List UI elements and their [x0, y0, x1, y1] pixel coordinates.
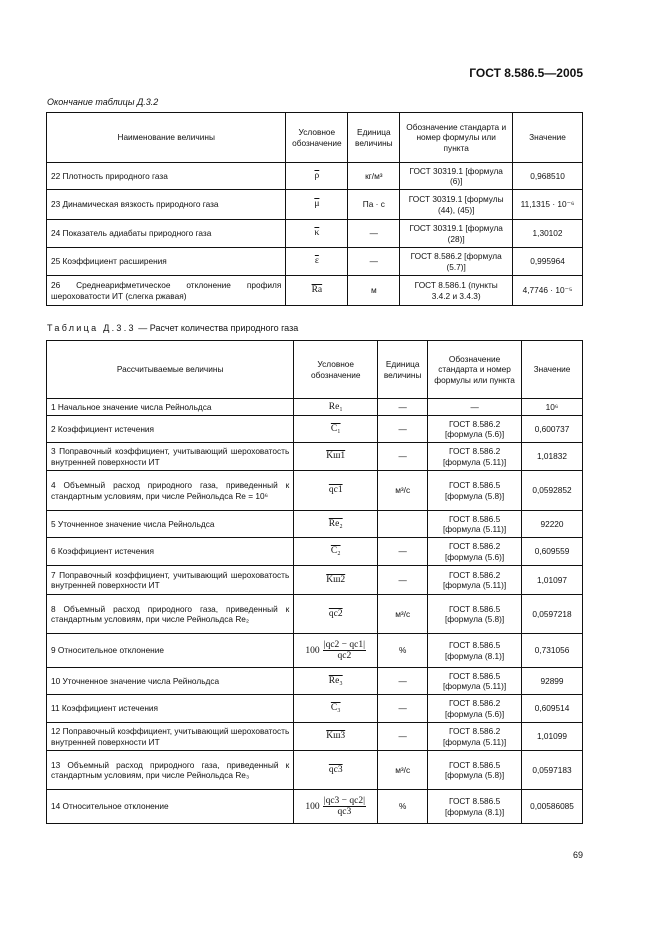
row-value: 0,00586085 [522, 790, 583, 824]
table2-header-row [47, 341, 583, 399]
table-row [47, 163, 583, 190]
formula-fraction [323, 640, 366, 662]
row-symbol [294, 668, 378, 695]
row-symbol-text: Kш1 [326, 451, 346, 462]
row-ref: ГОСТ 8.586.5 [формула (5.8)] [428, 471, 522, 511]
row-symbol-text: $\overline{\varepsilon}$ [314, 256, 319, 267]
row-symbol-text: $\overline{\mu}$ [314, 199, 320, 210]
row-ref: ГОСТ 8.586.5 [формула (5.11)] [428, 668, 522, 695]
table-row [47, 595, 583, 634]
row-name: 14 Относительное отклонение [47, 790, 294, 824]
formula-numerator: |qс2 − qс1| [323, 639, 366, 650]
row-symbol [286, 220, 348, 248]
row-unit: — [378, 416, 428, 443]
row-name: 8 Объемный расход природного газа, приведенный к стандартным условиям, при числе Рейнольдса Re₂ [47, 595, 294, 634]
row-ref: ГОСТ 8.586.5 [формула (5.11)] [428, 511, 522, 538]
t1-col-ref: Обозначение стандарта и номер формулы или пункта [400, 113, 513, 163]
row-ref: ГОСТ 8.586.5 [формула (5.8)] [428, 751, 522, 790]
row-name: 7 Поправочный коэффициент, учитывающий шероховатость внутренней поверхности ИТ [47, 566, 294, 595]
row-symbol-text: qс2 [328, 608, 343, 619]
table-row [47, 668, 583, 695]
document-header: ГОСТ 8.586.5—2005 [469, 66, 583, 80]
t1-col-unit: Единица величины [348, 113, 400, 163]
row-symbol [294, 443, 378, 471]
table-row [47, 471, 583, 511]
row-value: 0,600737 [522, 416, 583, 443]
row-symbol-text: Re₃ [328, 675, 343, 686]
row-ref: ГОСТ 30319.1 [формулы (44), (45)] [400, 190, 513, 220]
t1-col-value: Значение [513, 113, 583, 163]
row-value: 0,731056 [522, 634, 583, 668]
row-unit: м³/с [378, 595, 428, 634]
row-value: 1,30102 [513, 220, 583, 248]
row-name: 2 Коэффициент истечения [47, 416, 294, 443]
row-value: 92220 [522, 511, 583, 538]
row-symbol-formula [294, 790, 378, 824]
row-value: 0,609514 [522, 695, 583, 723]
row-unit: м [348, 276, 400, 306]
row-unit: — [378, 443, 428, 471]
row-symbol [294, 751, 378, 790]
row-value: 0,0592852 [522, 471, 583, 511]
row-value: 0,995964 [513, 248, 583, 276]
table-row [47, 751, 583, 790]
t2-col-ref: Обозначение стандарта и номер формулы или пункта [428, 341, 522, 399]
row-value: 1,01097 [522, 566, 583, 595]
row-symbol [294, 511, 378, 538]
table-d33 [46, 340, 583, 824]
row-symbol-text: Kш3 [326, 731, 346, 742]
row-name: 26 Среднеарифметическое отклонение профиля шероховатости ИТ (слегка ржавая) [47, 276, 286, 306]
formula-denominator: qс2 [337, 651, 352, 661]
row-ref: ГОСТ 8.586.2 [формула (5.6)] [428, 416, 522, 443]
row-name: 1 Начальное значение числа Рейнольдса [47, 399, 294, 416]
row-symbol [286, 163, 348, 190]
table2-caption-rest: — Расчет количества природного газа [135, 323, 299, 333]
t2-col-symbol: Условное обозначение [294, 341, 378, 399]
row-value: 11,1315 · 10⁻⁶ [513, 190, 583, 220]
table1-header-row [47, 113, 583, 163]
row-unit: — [378, 723, 428, 751]
row-ref: ГОСТ 8.586.5 [формула (8.1)] [428, 634, 522, 668]
t2-col-value: Значение [522, 341, 583, 399]
row-unit: кг/м³ [348, 163, 400, 190]
row-ref: ГОСТ 8.586.2 [формула (5.11)] [428, 443, 522, 471]
table-row [47, 220, 583, 248]
table2-caption-prefix: Таблица Д.3.3 [47, 323, 136, 333]
row-symbol [294, 566, 378, 595]
table-row [47, 723, 583, 751]
row-name: 11 Коэффициент истечения [47, 695, 294, 723]
row-value: 10⁶ [522, 399, 583, 416]
row-ref: ГОСТ 30319.1 [формула (6)] [400, 163, 513, 190]
page-number: 69 [572, 850, 583, 860]
row-unit: — [378, 668, 428, 695]
row-symbol [294, 538, 378, 566]
row-symbol [294, 471, 378, 511]
row-value: 92899 [522, 668, 583, 695]
table-row [47, 416, 583, 443]
row-name: 12 Поправочный коэффициент, учитывающий шероховатость внутренней поверхности ИТ [47, 723, 294, 751]
row-value: 0,0597218 [522, 595, 583, 634]
row-symbol [294, 723, 378, 751]
row-name: 25 Коэффициент расширения [47, 248, 286, 276]
row-name: 5 Уточненное значение числа Рейнольдса [47, 511, 294, 538]
row-unit [378, 511, 428, 538]
table-row [47, 276, 583, 306]
formula-denominator: qс3 [337, 807, 352, 817]
row-symbol-text: C₁ [330, 423, 341, 434]
row-value: 0,968510 [513, 163, 583, 190]
row-unit: м³/с [378, 751, 428, 790]
row-unit: — [378, 695, 428, 723]
row-ref: — [428, 399, 522, 416]
row-name: 9 Относительное отклонение [47, 634, 294, 668]
row-unit: % [378, 790, 428, 824]
t1-col-symbol: Условное обозначение [286, 113, 348, 163]
row-symbol [294, 695, 378, 723]
row-value: 1,01099 [522, 723, 583, 751]
row-symbol-text: $\overline{\rho}$ [314, 170, 320, 181]
row-unit: — [378, 399, 428, 416]
table-row [47, 790, 583, 824]
formula-numerator: |qс3 − qс2| [323, 795, 366, 806]
row-symbol-text: Re₂ [328, 518, 343, 529]
row-ref: ГОСТ 8.586.2 [формула (5.11)] [428, 566, 522, 595]
row-name: 3 Поправочный коэффициент, учитывающий шероховатость внутренней поверхности ИТ [47, 443, 294, 471]
table-row [47, 511, 583, 538]
formula-fraction [323, 796, 366, 818]
row-symbol-text: $\overline{\kappa}$ [314, 228, 320, 239]
row-symbol-text: $\overline{Ra}$ [311, 285, 323, 296]
t2-col-unit: Единица величины [378, 341, 428, 399]
formula-factor: 100 [305, 645, 320, 656]
row-symbol-formula [294, 634, 378, 668]
row-unit: % [378, 634, 428, 668]
table-row [47, 248, 583, 276]
table-d32 [46, 112, 583, 306]
row-value: 4,7746 · 10⁻⁵ [513, 276, 583, 306]
t1-col-name: Наименование величины [47, 113, 286, 163]
table-row [47, 443, 583, 471]
row-unit: — [378, 566, 428, 595]
row-ref: ГОСТ 8.586.2 [формула (5.11)] [428, 723, 522, 751]
row-symbol [294, 595, 378, 634]
row-symbol [294, 416, 378, 443]
row-ref: ГОСТ 8.586.5 [формула (8.1)] [428, 790, 522, 824]
formula-factor: 100 [305, 801, 320, 812]
row-ref: ГОСТ 8.586.1 (пункты 3.4.2 и 3.4.3) [400, 276, 513, 306]
table-row [47, 566, 583, 595]
row-name: 24 Показатель адиабаты природного газа [47, 220, 286, 248]
table-row [47, 190, 583, 220]
row-symbol-text: qс1 [328, 485, 343, 496]
row-ref: ГОСТ 8.586.2 [формула (5.7)] [400, 248, 513, 276]
row-symbol-text: Kш2 [326, 574, 346, 585]
row-symbol-text: qс3 [328, 764, 343, 775]
row-unit: м³/с [378, 471, 428, 511]
table-row [47, 538, 583, 566]
row-value: 1,01832 [522, 443, 583, 471]
row-ref: ГОСТ 8.586.2 [формула (5.6)] [428, 538, 522, 566]
table1-caption: Окончание таблицы Д.3.2 [47, 97, 159, 107]
row-symbol-text: C₂ [330, 546, 341, 557]
row-value: 0,609559 [522, 538, 583, 566]
row-symbol-text: C₃ [330, 703, 341, 714]
row-name: 23 Динамическая вязкость природного газа [47, 190, 286, 220]
table-row [47, 695, 583, 723]
row-symbol [286, 190, 348, 220]
row-unit: — [378, 538, 428, 566]
row-ref: ГОСТ 8.586.2 [формула (5.6)] [428, 695, 522, 723]
row-ref: ГОСТ 30319.1 [формула (28)] [400, 220, 513, 248]
row-ref: ГОСТ 8.586.5 [формула (5.8)] [428, 595, 522, 634]
row-name: 6 Коэффициент истечения [47, 538, 294, 566]
t2-col-name: Рассчитываемые величины [47, 341, 294, 399]
table-row [47, 634, 583, 668]
row-name: 22 Плотность природного газа [47, 163, 286, 190]
row-unit: — [348, 248, 400, 276]
row-symbol [286, 276, 348, 306]
row-unit: — [348, 220, 400, 248]
row-symbol [286, 248, 348, 276]
row-name: 13 Объемный расход природного газа, приведенный к стандартным условиям, при числе Рейнольдса Re₃ [47, 751, 294, 790]
row-name: 4 Объемный расход природного газа, приведенный к стандартным условиям, при числе Рейнольдса Re = 10⁶ [47, 471, 294, 511]
row-value: 0,0597183 [522, 751, 583, 790]
row-symbol: Re₁ [294, 399, 378, 416]
table2-caption [47, 323, 298, 333]
row-name: 10 Уточненное значение числа Рейнольдса [47, 668, 294, 695]
table-row [47, 399, 583, 416]
row-unit: Па · с [348, 190, 400, 220]
